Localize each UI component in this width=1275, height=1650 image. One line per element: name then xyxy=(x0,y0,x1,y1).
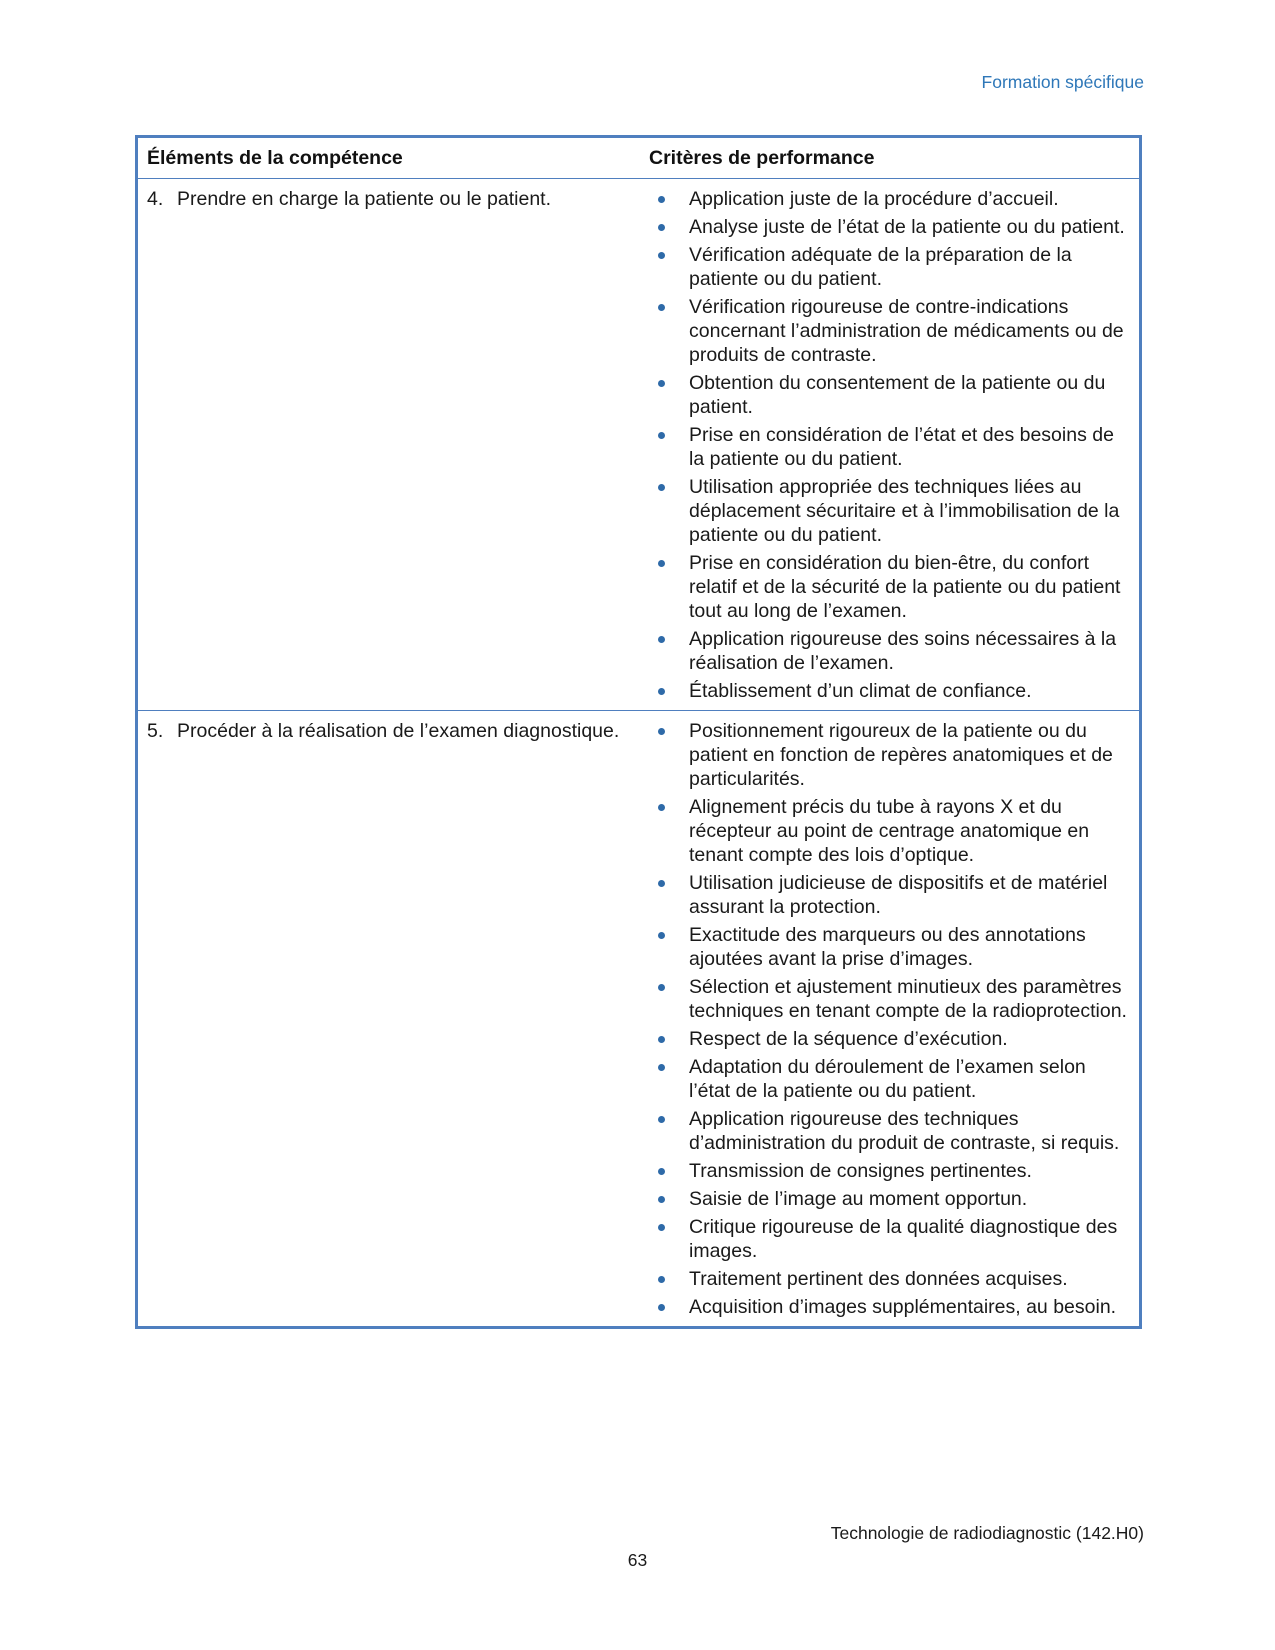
criteria-item xyxy=(649,1055,1131,1103)
bullet-icon xyxy=(649,1215,689,1263)
bullet-icon xyxy=(649,243,689,291)
criteria-text: Transmission de consignes pertinentes. xyxy=(689,1160,1032,1182)
criteria-item xyxy=(649,423,1131,471)
criteria-text: Établissement d’un climat de confiance. xyxy=(689,680,1032,702)
criteria-list xyxy=(649,187,1131,703)
criteria-text: Utilisation appropriée des techniques liées au déplacement sécuritaire et à l’immobilisation de la patiente ou du patient. xyxy=(689,476,1120,546)
criteria-cell xyxy=(640,179,1139,711)
criteria-text: Vérification rigoureuse de contre-indications concernant l’administration de médicaments ou de produits de contraste. xyxy=(689,296,1124,366)
criteria-item xyxy=(649,1027,1131,1051)
criteria-item xyxy=(649,1107,1131,1155)
competence-table-grid xyxy=(138,138,1139,1326)
bullet-icon xyxy=(649,295,689,367)
bullet-icon xyxy=(649,1027,689,1051)
criteria-text: Vérification adéquate de la préparation de la patiente ou du patient. xyxy=(689,244,1072,290)
column-header-criteria: Critères de performance xyxy=(640,138,1139,179)
bullet-icon xyxy=(649,795,689,867)
criteria-text: Application rigoureuse des techniques d’administration du produit de contraste, si requis. xyxy=(689,1108,1120,1154)
criteria-text: Respect de la séquence d’exécution. xyxy=(689,1028,1008,1050)
bullet-icon xyxy=(649,1187,689,1211)
table-row xyxy=(138,711,1139,1327)
criteria-item xyxy=(649,679,1131,703)
element-item xyxy=(147,187,632,211)
table-header-row xyxy=(138,138,1139,179)
criteria-item xyxy=(649,871,1131,919)
bullet-icon xyxy=(649,423,689,471)
element-number: 4. xyxy=(147,188,164,210)
criteria-text: Prise en considération de l’état et des besoins de la patiente ou du patient. xyxy=(689,424,1114,470)
criteria-cell xyxy=(640,711,1139,1327)
criteria-item xyxy=(649,295,1131,367)
criteria-text: Application rigoureuse des soins nécessaires à la réalisation de l’examen. xyxy=(689,628,1117,674)
bullet-icon xyxy=(649,371,689,419)
bullet-icon xyxy=(649,975,689,1023)
bullet-icon xyxy=(649,679,689,703)
criteria-text: Prise en considération du bien-être, du confort relatif et de la sécurité de la patiente ou du patient tout au long de l’examen. xyxy=(689,552,1121,622)
bullet-icon xyxy=(649,1295,689,1319)
criteria-item xyxy=(649,187,1131,211)
bullet-icon xyxy=(649,627,689,675)
criteria-item xyxy=(649,371,1131,419)
bullet-icon xyxy=(649,923,689,971)
criteria-item xyxy=(649,215,1131,239)
criteria-text: Adaptation du déroulement de l’examen selon l’état de la patiente ou du patient. xyxy=(689,1056,1086,1102)
bullet-icon xyxy=(649,1107,689,1155)
element-text: Prendre en charge la patiente ou le patient. xyxy=(177,188,552,210)
bullet-icon xyxy=(649,1055,689,1103)
bullet-icon xyxy=(649,475,689,547)
running-header: Formation spécifique xyxy=(981,72,1144,92)
criteria-text: Obtention du consentement de la patiente ou du patient. xyxy=(689,372,1106,418)
criteria-item xyxy=(649,975,1131,1023)
criteria-text: Positionnement rigoureux de la patiente ou du patient en fonction de repères anatomiques et de particularités. xyxy=(689,720,1113,790)
bullet-icon xyxy=(649,187,689,211)
footer-program-title: Technologie de radiodiagnostic (142.H0) xyxy=(830,1523,1144,1543)
criteria-text: Saisie de l’image au moment opportun. xyxy=(689,1188,1028,1210)
criteria-item xyxy=(649,551,1131,623)
criteria-text: Acquisition d’images supplémentaires, au besoin. xyxy=(689,1296,1117,1318)
element-item xyxy=(147,719,632,743)
element-text: Procéder à la réalisation de l’examen diagnostique. xyxy=(177,720,620,742)
criteria-text: Traitement pertinent des données acquises. xyxy=(689,1268,1068,1290)
criteria-item xyxy=(649,1267,1131,1291)
bullet-icon xyxy=(649,871,689,919)
criteria-item xyxy=(649,795,1131,867)
criteria-item xyxy=(649,1159,1131,1183)
element-cell xyxy=(138,711,640,1327)
criteria-text: Application juste de la procédure d’accueil. xyxy=(689,188,1059,210)
column-header-elements: Éléments de la compétence xyxy=(138,138,640,179)
criteria-item xyxy=(649,923,1131,971)
criteria-text: Critique rigoureuse de la qualité diagnostique des images. xyxy=(689,1216,1118,1262)
criteria-list xyxy=(649,719,1131,1319)
element-number: 5. xyxy=(147,720,164,742)
criteria-item xyxy=(649,719,1131,791)
criteria-text: Exactitude des marqueurs ou des annotations ajoutées avant la prise d’images. xyxy=(689,924,1086,970)
table-row xyxy=(138,179,1139,711)
bullet-icon xyxy=(649,215,689,239)
criteria-item xyxy=(649,475,1131,547)
element-cell xyxy=(138,179,640,711)
criteria-item xyxy=(649,243,1131,291)
bullet-icon xyxy=(649,551,689,623)
criteria-item xyxy=(649,1295,1131,1319)
criteria-text: Sélection et ajustement minutieux des paramètres techniques en tenant compte de la radioprotection. xyxy=(689,976,1127,1022)
criteria-item xyxy=(649,627,1131,675)
page-number: 63 xyxy=(627,1550,648,1570)
criteria-text: Alignement précis du tube à rayons X et du récepteur au point de centrage anatomique en tenant compte des lois d’optique. xyxy=(689,796,1090,866)
criteria-text: Utilisation judicieuse de dispositifs et de matériel assurant la protection. xyxy=(689,872,1108,918)
criteria-item xyxy=(649,1187,1131,1211)
competence-table xyxy=(135,135,1142,1329)
bullet-icon xyxy=(649,719,689,791)
criteria-item xyxy=(649,1215,1131,1263)
bullet-icon xyxy=(649,1267,689,1291)
bullet-icon xyxy=(649,1159,689,1183)
criteria-text: Analyse juste de l’état de la patiente ou du patient. xyxy=(689,216,1125,238)
